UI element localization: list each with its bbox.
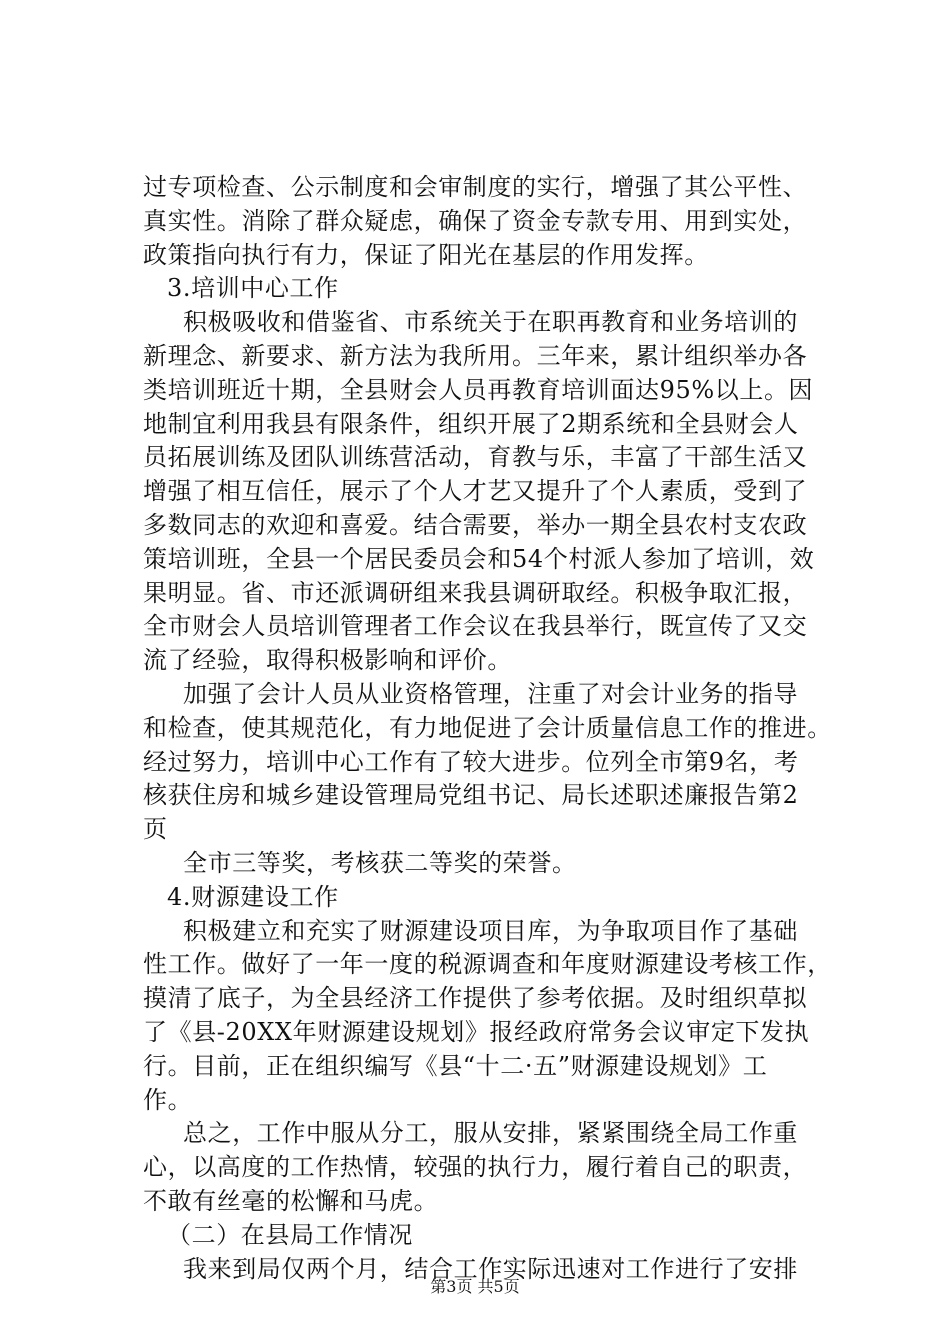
document-body: [143, 171, 858, 1286]
text-line: 了《县-20XX年财源建设规划》报经政府常务会议审定下发执: [143, 1017, 810, 1046]
page-footer: 第3页 共5页: [430, 1277, 520, 1296]
text-line: 和检查，使其规范化，有力地促进了会计质量信息工作的推进。: [143, 713, 832, 742]
text-line: 核获住房和城乡建设管理局党组书记、局长述职述廉报告第2: [143, 781, 799, 810]
text-line: 地制宜利用我县有限条件，组织开展了2期系统和全县财会人: [143, 409, 799, 438]
text-line: 类培训班近十期，全县财会人员再教育培训面达95%以上。因: [143, 375, 814, 404]
text-line: 性工作。做好了一年一度的税源调查和年度财源建设考核工作，: [143, 950, 832, 979]
text-line: 全市财会人员培训管理者工作会议在我县举行，既宣传了又交: [143, 612, 808, 641]
text-line: 经过努力，培训中心工作有了较大进步。位列全市第9名，考: [143, 747, 799, 776]
text-line: 行。目前，正在组织编写《县“十二·五”财源建设规划》工: [143, 1051, 768, 1080]
text-line: 员拓展训练及团队训练营活动，育教与乐，丰富了干部生活又: [143, 443, 808, 472]
text-line: （二）在县局工作情况: [167, 1220, 413, 1249]
text-line: 增强了相互信任，展示了个人才艺又提升了个人素质，受到了: [143, 477, 808, 506]
text-line: 政策指向执行有力，保证了阳光在基层的作用发挥。: [143, 240, 709, 269]
text-line: 4.财源建设工作: [167, 882, 339, 911]
text-line: 全市三等奖，考核获二等奖的荣誉。: [183, 848, 577, 877]
text-line: 过专项检查、公示制度和会审制度的实行，增强了其公平性、: [143, 173, 808, 201]
text-line: 我来到局仅两个月，结合工作实际迅速对工作进行了安排: [183, 1254, 798, 1283]
text-line: 加强了会计人员从业资格管理，注重了对会计业务的指导: [183, 679, 798, 708]
text-line: 作。: [143, 1085, 193, 1114]
text-line: 果明显。省、市还派调研组来我县调研取经。积极争取汇报，: [143, 578, 808, 607]
text-line: 策培训班，全县一个居民委员会和54个村派人参加了培训，效: [143, 544, 815, 573]
text-line: 积极建立和充实了财源建设项目库，为争取项目作了基础: [183, 916, 798, 945]
text-line: 不敢有丝毫的松懈和马虎。: [143, 1186, 439, 1215]
text-line: 多数同志的欢迎和喜爱。结合需要，举办一期全县农村支农政: [143, 510, 808, 539]
text-line: 3.培训中心工作: [167, 274, 339, 303]
text-line: 页: [143, 815, 168, 844]
text-line: 积极吸收和借鉴省、市系统关于在职再教育和业务培训的: [183, 308, 798, 337]
text-line: 新理念、新要求、新方法为我所用。三年来，累计组织举办各: [143, 341, 808, 370]
text-line: 流了经验，取得积极影响和评价。: [143, 646, 512, 675]
text-line: 心，以高度的工作热情，较强的执行力，履行着自己的职责，: [143, 1153, 808, 1182]
text-line: 真实性。消除了群众疑虑，确保了资金专款专用、用到实处，: [143, 206, 808, 235]
text-line: 摸清了底子，为全县经济工作提供了参考依据。及时组织草拟: [143, 984, 808, 1013]
text-line: 总之，工作中服从分工，服从安排，紧紧围绕全局工作重: [183, 1119, 798, 1148]
